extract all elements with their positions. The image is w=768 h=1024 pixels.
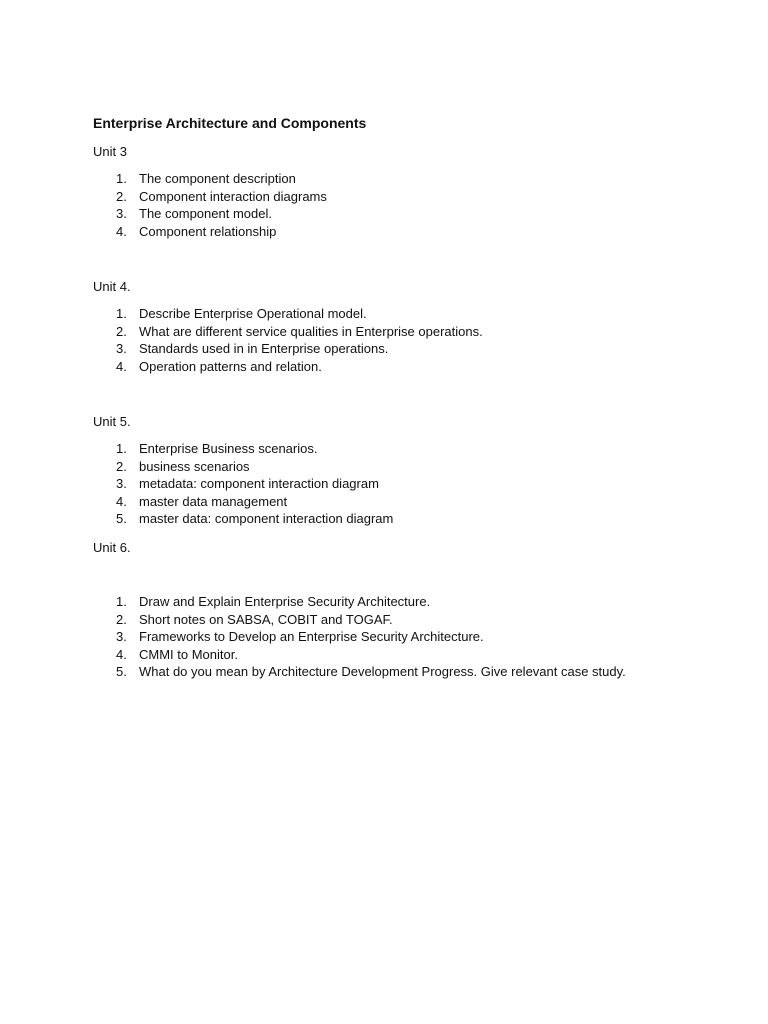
list-item-number: 3. <box>116 476 127 492</box>
list-item-number: 3. <box>116 629 127 645</box>
list-item-number: 2. <box>116 611 127 627</box>
list-item-number: 1. <box>116 441 127 456</box>
list-item-text: Describe Enterprise Operational model. <box>139 306 367 321</box>
list-item-text: Component interaction diagrams <box>139 188 327 204</box>
list-item-text: The component model. <box>139 206 272 222</box>
unit-5-heading: Unit 5. <box>93 414 131 429</box>
list-item-number: 2. <box>116 323 127 339</box>
list-item-number: 3. <box>116 341 127 357</box>
list-item-text: Frameworks to Develop an Enterprise Security Architecture. <box>139 629 484 645</box>
list-item-number: 4. <box>116 223 127 239</box>
list-item-number: 2. <box>116 188 127 204</box>
list-item-number: 1. <box>116 306 127 321</box>
list-item-text: Short notes on SABSA, COBIT and TOGAF. <box>139 611 393 627</box>
list-item-number: 3. <box>116 206 127 222</box>
list-item-text: The component description <box>139 171 296 186</box>
list-item-number: 4. <box>116 358 127 374</box>
list-item-text: master data management <box>139 493 288 509</box>
document-title: Enterprise Architecture and Components <box>93 115 367 131</box>
list-item-number: 4. <box>116 493 127 509</box>
list-item-number: 4. <box>116 646 127 662</box>
list-item-text: What are different service qualities in Enterprise operations. <box>139 323 483 339</box>
unit-4-heading: Unit 4. <box>93 279 131 294</box>
list-item-text: CMMI to Monitor. <box>139 646 238 662</box>
list-item-text: Draw and Explain Enterprise Security Architecture. <box>139 594 431 609</box>
list-item-text: metadata: component interaction diagram <box>139 476 379 492</box>
unit-6-heading: Unit 6. <box>93 540 131 555</box>
list-item-number: 5. <box>116 511 127 527</box>
unit-3-heading: Unit 3 <box>93 144 127 159</box>
list-item-number: 1. <box>116 594 127 609</box>
list-item-text: Operation patterns and relation. <box>139 358 322 374</box>
list-item-number: 2. <box>116 458 127 474</box>
list-item-text: What do you mean by Architecture Development Progress. Give relevant case study. <box>139 664 626 680</box>
list-item-number: 5. <box>116 664 127 680</box>
list-item-text: master data: component interaction diagram <box>139 511 394 527</box>
list-item-text: Standards used in in Enterprise operations. <box>139 341 389 357</box>
list-item-text: Enterprise Business scenarios. <box>139 441 318 456</box>
list-item-number: 1. <box>116 171 127 186</box>
list-item-text: Component relationship <box>139 223 277 239</box>
list-item-text: business scenarios <box>139 458 250 474</box>
